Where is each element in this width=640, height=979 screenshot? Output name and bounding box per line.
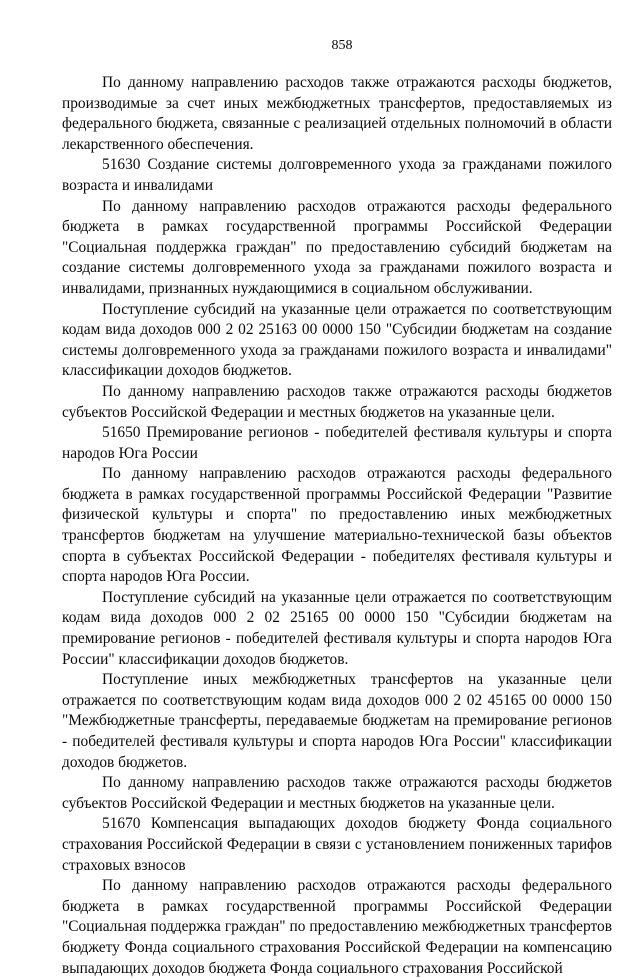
heading-51670: 51670 Компенсация выпадающих доходов бюджету Фонда социального страхования Российской Федерации в связи с установлением пониженных тарифов страховых взносов	[62, 815, 612, 874]
paragraph-51650-transfer-codes: Поступление иных межбюджетных трансфертов на указанные цели отражается по соответствующим кодам вида доходов 000 2 02 45165 00 0000 150 "Межбюджетные трансферты, передаваемые бюджетам на премирование регионов - победителей фестиваля культуры и спорта народов Юга России" классификации доходов бюджетов.	[62, 671, 612, 771]
paragraph-51650-federal-expenses: По данному направлению расходов отражаются расходы федерального бюджета в рамках государственной программы Российской Федерации "Развитие физической культуры и спорта" по предоставлению иных межбюджетных трансфертов бюджетам на улучшение материально-технической базы объектов спорта в субъектах Российской Федерации - победителях фестиваля культуры и спорта народов Юга России.	[62, 465, 612, 586]
paragraph-51670-federal-expenses: По данному направлению расходов отражаются расходы федерального бюджета в рамках государственной программы Российской Федерации "Социальная поддержка граждан" по предоставлению межбюджетных трансфертов бюджету Фонда социального страхования Российской Федерации на компенсацию выпадающих доходов бюджета Фонда социального страхования Российской	[62, 877, 612, 977]
paragraph-51650-subsidy-codes: Поступление субсидий на указанные цели отражается по соответствующим кодам вида доходов 000 2 02 25165 00 0000 150 "Субсидии бюджетам на премирование регионов - победителей фестиваля культуры и спорта народов Юга России" классификации доходов бюджетов.	[62, 588, 612, 668]
paragraph-drug-supply-transfers: По данному направлению расходов также отражаются расходы бюджетов, производимые за счет иных межбюджетных трансфертов, предоставляемых из федерального бюджета, связанные с реализацией отдельных полномочий в области лекарственного обеспечения.	[62, 74, 612, 153]
paragraph-51650-regional-expenses: По данному направлению расходов также отражаются расходы бюджетов субъектов Российской Федерации и местных бюджетов на указанные цели.	[62, 774, 612, 812]
paragraph-51630-income-codes: Поступление субсидий на указанные цели отражается по соответствующим кодам вида доходов 000 2 02 25163 00 0000 150 "Субсидии бюджетам на создание системы долговременного ухода за гражданами пожилого возраста и инвалидами" классификации доходов бюджетов.	[62, 300, 612, 380]
paragraph-51630-regional-expenses: По данному направлению расходов также отражаются расходы бюджетов субъектов Российской Федерации и местных бюджетов на указанные цели.	[62, 382, 612, 421]
heading-51630: 51630 Создание системы долговременного ухода за гражданами пожилого возраста и инвалидами	[62, 156, 612, 194]
heading-51650: 51650 Премирование регионов - победителей фестиваля культуры и спорта народов Юга России	[62, 424, 612, 462]
page-number: 858	[331, 38, 353, 53]
paragraph-51630-federal-expenses: По данному направлению расходов отражаются расходы федерального бюджета в рамках государственной программы Российской Федерации "Социальная поддержка граждан" по предоставлению субсидий бюджетам на создание системы долговременного ухода за гражданами пожилого возраста и инвалидами, признанных нуждающимися в социальном обслуживании.	[62, 197, 612, 297]
